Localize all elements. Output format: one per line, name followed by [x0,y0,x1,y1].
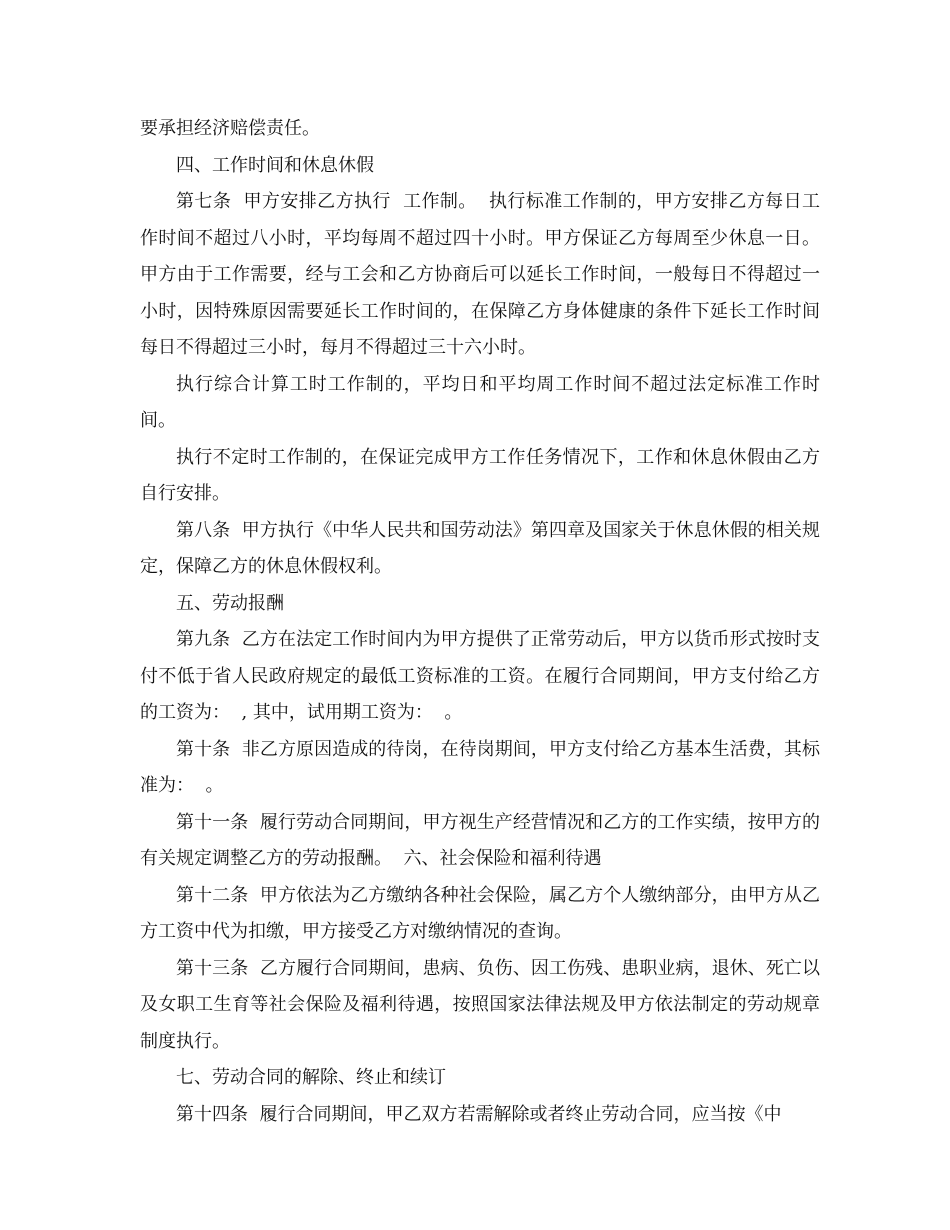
paragraph-flexible-hours: 执行不定时工作制的，在保证完成甲方工作任务情况下，工作和休息休假由乙方自行安排。 [140,446,820,504]
document-body [140,111,820,1133]
section-heading-working-hours: 四、工作时间和休息休假 [176,154,374,176]
article-14: 第十四条 履行合同期间，甲乙双方若需解除或者终止劳动合同，应当按《中 [176,1103,782,1125]
section-heading-remuneration: 五、劳动报酬 [176,592,284,614]
paragraph-comprehensive-hours: 执行综合计算工时工作制的，平均日和平均周工作时间不超过法定标准工作时间。 [140,373,820,431]
article-12: 第十二条 甲方依法为乙方缴纳各种社会保险，属乙方个人缴纳部分，由甲方从乙方工资中代为扣缴，甲方接受乙方对缴纳情况的查询。 [140,884,820,942]
article-13: 第十三条 乙方履行合同期间，患病、负伤、因工伤残、患职业病，退休、死亡以及女职工生育等社会保险及福利待遇，按照国家法律法规及甲方依法制定的劳动规章制度执行。 [140,957,820,1052]
article-7: 第七条 甲方安排乙方执行 工作制。 执行标准工作制的，甲方安排乙方每日工作时间不超过八小时，平均每周不超过四十小时。甲方保证乙方每周至少休息一日。甲方由于工作需要，经与工会和乙方协商后可以延长工作时间，一般每日不得超过一小时，因特殊原因需要延长工作时间的，在保障乙方身体健康的条件下延长工作时间每日不得超过三小时，每月不得超过三十六小时。 [140,191,820,358]
paragraph-liability-continuation: 要承担经济赔偿责任。 [140,118,320,139]
section-heading-termination: 七、劳动合同的解除、终止和续订 [176,1067,446,1088]
article-11: 第十一条 履行劳动合同期间，甲方视生产经营情况和乙方的工作实绩，按甲方的有关规定调整乙方的劳动报酬。 六、社会保险和福利待遇 [140,811,820,869]
article-9: 第九条 乙方在法定工作时间内为甲方提供了正常劳动后，甲方以货币形式按时支付不低于省人民政府规定的最低工资标准的工资。在履行合同期间，甲方支付给乙方的工资为： , 其中，试用期工资为： 。 [140,629,820,723]
article-8: 第八条 甲方执行《中华人民共和国劳动法》第四章及国家关于休息休假的相关规定，保障乙方的休息休假权利。 [140,519,820,577]
article-10: 第十条 非乙方原因造成的待岗，在待岗期间，甲方支付给乙方基本生活费，其标准为： 。 [140,738,820,796]
